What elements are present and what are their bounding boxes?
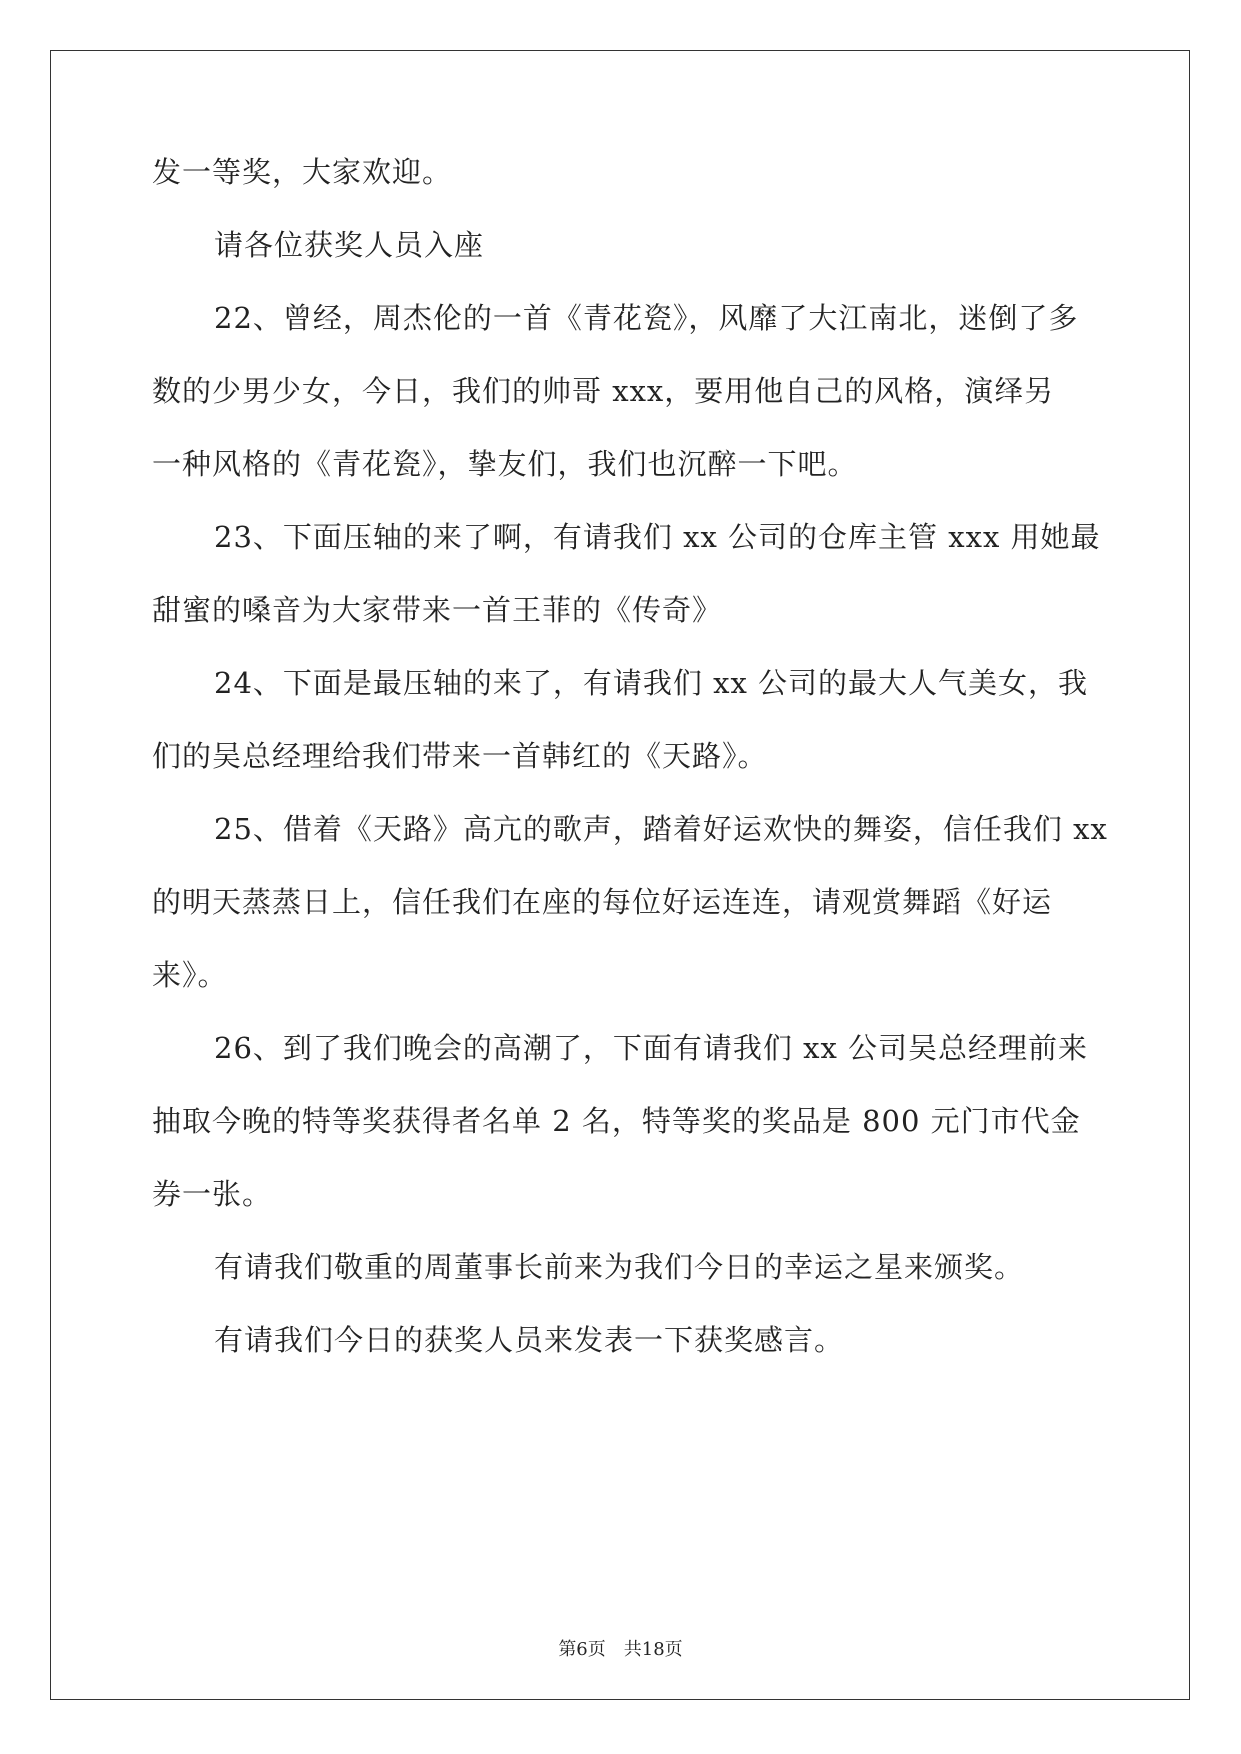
- page-footer: [0, 1638, 1241, 1662]
- text-line: 发一等奖，大家欢迎。: [152, 155, 453, 189]
- text-line: 请各位获奖人员入座: [214, 228, 485, 262]
- text-line: 数的少男少女，今日，我们的帅哥 xxx，要用他自己的风格，演绎另: [152, 374, 1055, 408]
- text-line: 的明天蒸蒸日上，信任我们在座的每位好运连连，请观赏舞蹈《好运: [152, 885, 1053, 919]
- text-line: 甜蜜的嗓音为大家带来一首王菲的《传奇》: [152, 593, 723, 627]
- page-number-current: 第6页: [558, 1639, 606, 1660]
- text-line: 有请我们今日的获奖人员来发表一下获奖感言。: [214, 1323, 845, 1357]
- text-line: 一种风格的《青花瓷》，挚友们，我们也沉醉一下吧。: [152, 447, 858, 481]
- text-line: 25、借着《天路》高亢的歌声，踏着好运欢快的舞姿，信任我们 xx: [214, 812, 1108, 846]
- text-line: 们的吴总经理给我们带来一首韩红的《天路》。: [152, 739, 768, 773]
- text-line: 有请我们敬重的周董事长前来为我们今日的幸运之星来颁奖。: [214, 1250, 1025, 1284]
- text-line: 抽取今晚的特等奖获得者名单 2 名，特等奖的奖品是 800 元门市代金: [152, 1104, 1081, 1138]
- text-line: 23、下面压轴的来了啊，有请我们 xx 公司的仓库主管 xxx 用她最: [214, 520, 1101, 554]
- text-line: 券一张。: [152, 1177, 273, 1211]
- text-line: 24、下面是最压轴的来了，有请我们 xx 公司的最大人气美女，我: [214, 666, 1089, 700]
- text-line: 22、曾经，周杰伦的一首《青花瓷》，风靡了大江南北，迷倒了多: [214, 301, 1079, 335]
- text-line: 来》。: [152, 958, 228, 992]
- page-number-total: 共18页: [623, 1639, 683, 1660]
- text-line: 26、到了我们晚会的高潮了，下面有请我们 xx 公司吴总经理前来: [214, 1031, 1089, 1065]
